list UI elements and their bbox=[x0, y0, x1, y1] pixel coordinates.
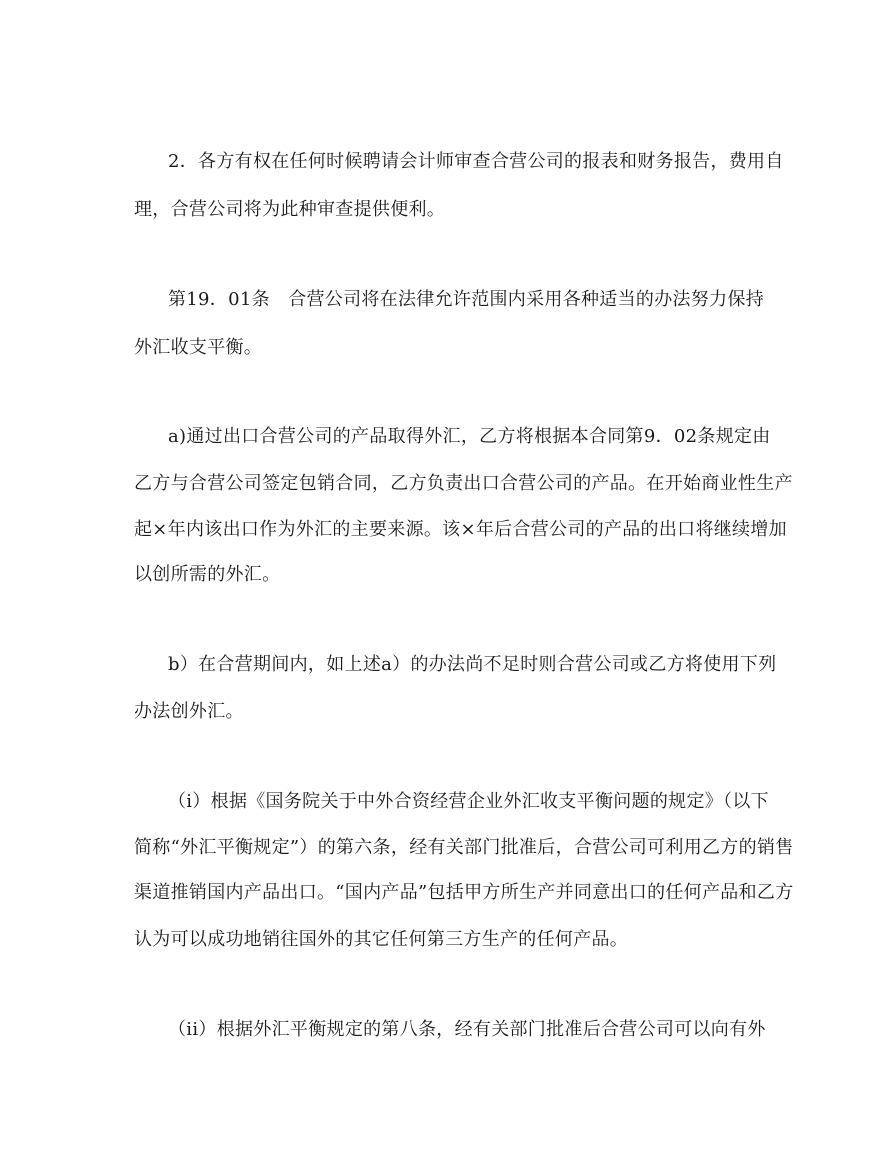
paragraph-3-line-1: a)通过出口合营公司的产品取得外汇，乙方将根据本合同第9．02条规定由 bbox=[168, 426, 771, 447]
paragraph-4-line-1: b）在合营期间内，如上述a）的办法尚不足时则合营公司或乙方将使用下列 bbox=[168, 654, 777, 675]
paragraph-3-line-4: 以创所需的外汇。 bbox=[134, 564, 281, 585]
paragraph-1-line-1: 2．各方有权在任何时候聘请会计师审查合营公司的报表和财务报告，费用自 bbox=[168, 151, 784, 172]
paragraph-4-line-2: 办法创外汇。 bbox=[134, 701, 244, 722]
paragraph-5-line-2: 简称“外汇平衡规定”）的第六条，经有关部门批准后，合营公司可利用乙方的销售 bbox=[134, 837, 794, 858]
paragraph-2-line-1: 第19．01条 合营公司将在法律允许范围内采用各种适当的办法努力保持 bbox=[168, 289, 765, 310]
paragraph-5-line-4: 认为可以成功地销往国外的其它任何第三方生产的任何产品。 bbox=[134, 929, 629, 950]
paragraph-6-line-1: （ii）根据外汇平衡规定的第八条，经有关部门批准后合营公司可以向有外 bbox=[168, 1019, 766, 1040]
paragraph-3-line-2: 乙方与合营公司签定包销合同，乙方负责出口合营公司的产品。在开始商业性生产 bbox=[134, 473, 793, 494]
paragraph-5-line-3: 渠道推销国内产品出口。“国内产品”包括甲方所生产并同意出口的任何产品和乙方 bbox=[134, 882, 794, 903]
paragraph-5-line-1: （i）根据《国务院关于中外合资经营企业外汇收支平衡问题的规定》（以下 bbox=[168, 791, 769, 812]
paragraph-1-line-2: 理，合营公司将为此种审查提供便利。 bbox=[134, 199, 446, 220]
paragraph-2-line-2: 外汇收支平衡。 bbox=[134, 337, 263, 358]
paragraph-3-line-3: 起×年内该出口作为外汇的主要来源。该×年后合营公司的产品的出口将继续增加 bbox=[134, 519, 787, 540]
